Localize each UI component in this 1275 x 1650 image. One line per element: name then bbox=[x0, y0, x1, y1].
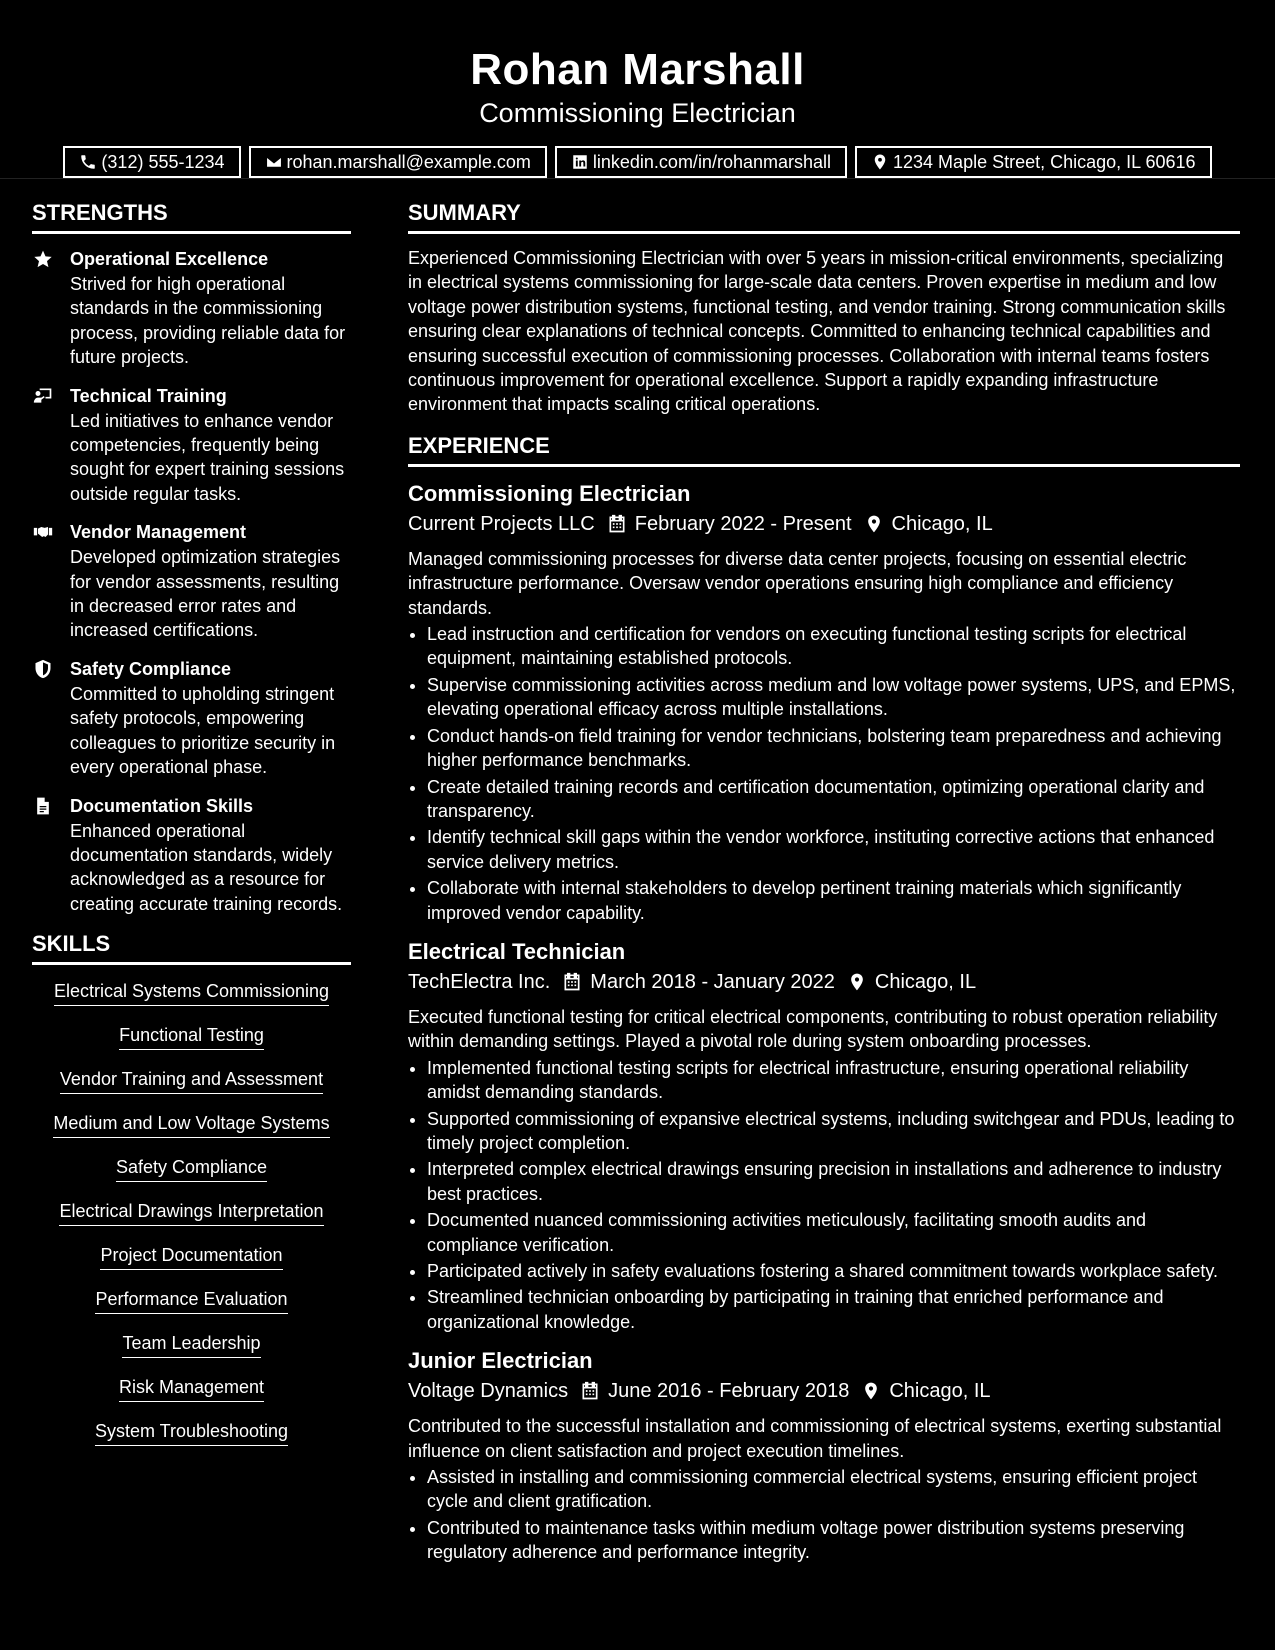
job-bullet: • Lead instruction and certification for vendors on executing functional testing scripts for electrical equipment, maintaining established protocols. bbox=[427, 622, 1240, 671]
job-entry bbox=[408, 937, 1240, 1334]
linkedin-text: linkedin.com/in/rohanmarshall bbox=[592, 152, 832, 172]
job-bullet: • Documented nuanced commissioning activities meticulously, facilitating smooth audits and compliance verification. bbox=[427, 1208, 1240, 1257]
strength-title: Documentation Skills bbox=[70, 795, 254, 816]
summary-text: Experienced Commissioning Electrician with over 5 years in mission-critical environments, specializing in electrical systems commissioning for large-scale data centers. Proven expertise in medium and low voltage power distribution systems, functional testing, and vendor training. Strong communication skills ensuring clear explanations of technical concepts. Committed to enhancing technical capabilities and ensuring successful execution of commissioning processes. Collaboration with internal teams fosters continuous improvement for operational excellence. Support a rapidly expanding infrastructure environment that impacts scaling critical operations. bbox=[408, 248, 1226, 415]
job-entry bbox=[408, 479, 1240, 925]
resume-header bbox=[0, 0, 1275, 178]
contact-email[interactable] bbox=[249, 146, 547, 178]
strength-title: Technical Training bbox=[70, 385, 227, 406]
strength-title: Vendor Management bbox=[70, 522, 247, 543]
job-role: Commissioning Electrician bbox=[408, 480, 691, 506]
job-bullets bbox=[408, 622, 1240, 925]
job-description: Contributed to the successful installation and commissioning of electrical systems, exerting substantial influence on client satisfaction and project execution timelines. bbox=[408, 1416, 1222, 1461]
job-bullet: • Collaborate with internal stakeholders to develop pertinent training materials which significantly improved vendor capability. bbox=[427, 876, 1240, 925]
job-location: Chicago, IL bbox=[889, 1380, 991, 1403]
star-icon bbox=[32, 249, 54, 269]
summary-heading: SUMMARY bbox=[408, 198, 1240, 234]
job-company: TechElectra Inc. bbox=[408, 970, 551, 993]
strength-item bbox=[32, 246, 351, 370]
skill-tag: Performance Evaluation bbox=[95, 1287, 287, 1314]
calendar-icon bbox=[580, 1381, 600, 1401]
map-marker-icon bbox=[871, 153, 889, 171]
job-meta bbox=[408, 1376, 1240, 1406]
map-marker-icon bbox=[847, 972, 867, 992]
skill-tag: Electrical Drawings Interpretation bbox=[59, 1199, 323, 1226]
shield-icon bbox=[32, 659, 54, 679]
job-company: Voltage Dynamics bbox=[408, 1380, 569, 1403]
job-bullet: • Interpreted complex electrical drawings ensuring precision in installations and adherence to industry best practices. bbox=[427, 1157, 1240, 1206]
skill-tag: Risk Management bbox=[119, 1375, 264, 1402]
experience-heading: EXPERIENCE bbox=[408, 431, 1240, 467]
job-bullet: • Supervise commissioning activities across medium and low voltage power systems, UPS, and EPMS, elevating operational efficacy across multiple installations. bbox=[427, 673, 1240, 722]
skill-tag: Project Documentation bbox=[100, 1243, 282, 1270]
strength-title: Operational Excellence bbox=[70, 249, 269, 269]
strength-text: Committed to upholding stringent safety protocols, empowering colleagues to prioritize security in every operational phase. bbox=[70, 683, 336, 778]
job-location: Chicago, IL bbox=[874, 970, 977, 993]
strength-item bbox=[32, 383, 351, 507]
job-bullets bbox=[408, 1465, 1240, 1565]
address-text: 1234 Maple Street, Chicago, IL 60616 bbox=[893, 152, 1196, 172]
strength-item bbox=[32, 656, 351, 780]
job-bullet: • Assisted in installing and commissioning commercial electrical systems, ensuring efficient project cycle and client gratification. bbox=[427, 1465, 1240, 1514]
calendar-icon bbox=[562, 972, 582, 992]
skill-tag: Team Leadership bbox=[122, 1331, 260, 1358]
job-company: Current Projects LLC bbox=[408, 512, 595, 535]
strength-text: Enhanced operational documentation standards, widely acknowledged as a resource for creating accurate training records. bbox=[70, 820, 343, 914]
strength-text: Developed optimization strategies for vendor assessments, resulting in decreased error rates and increased certifications. bbox=[70, 547, 341, 641]
contact-linkedin[interactable] bbox=[555, 146, 847, 178]
job-meta bbox=[408, 967, 1240, 997]
job-bullet: • Streamlined technician onboarding by participating in training that enriched performance and organizational knowledge. bbox=[427, 1285, 1240, 1334]
job-dates: March 2018 - January 2022 bbox=[590, 970, 835, 993]
skill-tag: Electrical Systems Commissioning bbox=[54, 979, 329, 1006]
skills-list bbox=[32, 979, 351, 1463]
skill-tag: Functional Testing bbox=[119, 1023, 264, 1050]
contact-address bbox=[855, 146, 1212, 178]
strength-title: Safety Compliance bbox=[70, 658, 232, 679]
skills-heading: SKILLS bbox=[32, 929, 351, 965]
job-bullet: • Conduct hands-on field training for vendor technicians, bolstering team preparedness and achieving higher performance benchmarks. bbox=[427, 724, 1240, 773]
job-description: Executed functional testing for critical electrical components, contributing to robust operation reliability within demanding settings. Played a pivotal role during system onboarding processes. bbox=[408, 1006, 1218, 1052]
skill-tag: Vendor Training and Assessment bbox=[60, 1067, 323, 1094]
contact-bar bbox=[0, 146, 1275, 178]
job-role: Junior Electrician bbox=[408, 1348, 593, 1374]
skill-tag: System Troubleshooting bbox=[95, 1419, 288, 1446]
document-icon bbox=[32, 796, 54, 816]
chalkboard-teacher-icon bbox=[32, 386, 54, 406]
strength-item bbox=[32, 519, 351, 643]
job-description: Managed commissioning processes for diverse data center projects, focusing on essential electric infrastructure performance. Oversaw vendor operations ensuring high compliance and efficiency standards. bbox=[408, 548, 1187, 618]
right-column bbox=[408, 198, 1240, 1577]
map-marker-icon bbox=[864, 514, 884, 534]
job-meta bbox=[408, 509, 1240, 539]
calendar-icon bbox=[607, 514, 627, 534]
phone-icon bbox=[79, 153, 97, 171]
job-dates: February 2022 - Present bbox=[634, 512, 852, 535]
envelope-icon bbox=[265, 153, 283, 171]
job-bullet: • Create detailed training records and certification documentation, optimizing operational clarity and transparency. bbox=[427, 775, 1240, 824]
job-bullet: • Participated actively in safety evaluations fostering a shared commitment towards workplace safety. bbox=[427, 1259, 1240, 1283]
job-bullet: • Identify technical skill gaps within the vendor workforce, instituting corrective actions that enhanced service delivery metrics. bbox=[427, 825, 1240, 874]
job-bullet: • Implemented functional testing scripts for electrical infrastructure, ensuring operational reliability amidst demanding standards. bbox=[427, 1056, 1240, 1105]
job-dates: June 2016 - February 2018 bbox=[608, 1380, 850, 1403]
strength-text: Strived for high operational standards in the commissioning process, providing reliable data for future projects. bbox=[70, 274, 346, 368]
skill-tag: Safety Compliance bbox=[116, 1155, 267, 1182]
header-divider bbox=[0, 178, 1275, 179]
job-location: Chicago, IL bbox=[891, 512, 993, 535]
job-bullets bbox=[408, 1056, 1240, 1334]
job-bullet: • Contributed to maintenance tasks within medium voltage power distribution systems preserving regulatory adherence and performance integrity. bbox=[427, 1516, 1240, 1565]
job-role: Electrical Technician bbox=[408, 938, 626, 964]
strength-item bbox=[32, 793, 351, 917]
phone-text: (312) 555-1234 bbox=[101, 152, 225, 172]
linkedin-icon bbox=[571, 153, 589, 171]
candidate-title: Commissioning Electrician bbox=[479, 98, 796, 128]
contact-phone[interactable] bbox=[63, 146, 240, 178]
handshake-icon bbox=[32, 522, 54, 542]
job-entry bbox=[408, 1346, 1240, 1564]
left-column bbox=[32, 198, 351, 1463]
strength-text: Led initiatives to enhance vendor competencies, frequently being sought for expert training sessions outside regular tasks. bbox=[70, 410, 345, 504]
candidate-name: Rohan Marshall bbox=[470, 45, 805, 94]
map-marker-icon bbox=[861, 1381, 881, 1401]
job-bullet: • Supported commissioning of expansive electrical systems, including switchgear and PDUs, leading to timely project completion. bbox=[427, 1107, 1240, 1156]
strengths-heading: STRENGTHS bbox=[32, 198, 351, 234]
email-text: rohan.marshall@example.com bbox=[286, 152, 531, 172]
skill-tag: Medium and Low Voltage Systems bbox=[53, 1111, 329, 1138]
